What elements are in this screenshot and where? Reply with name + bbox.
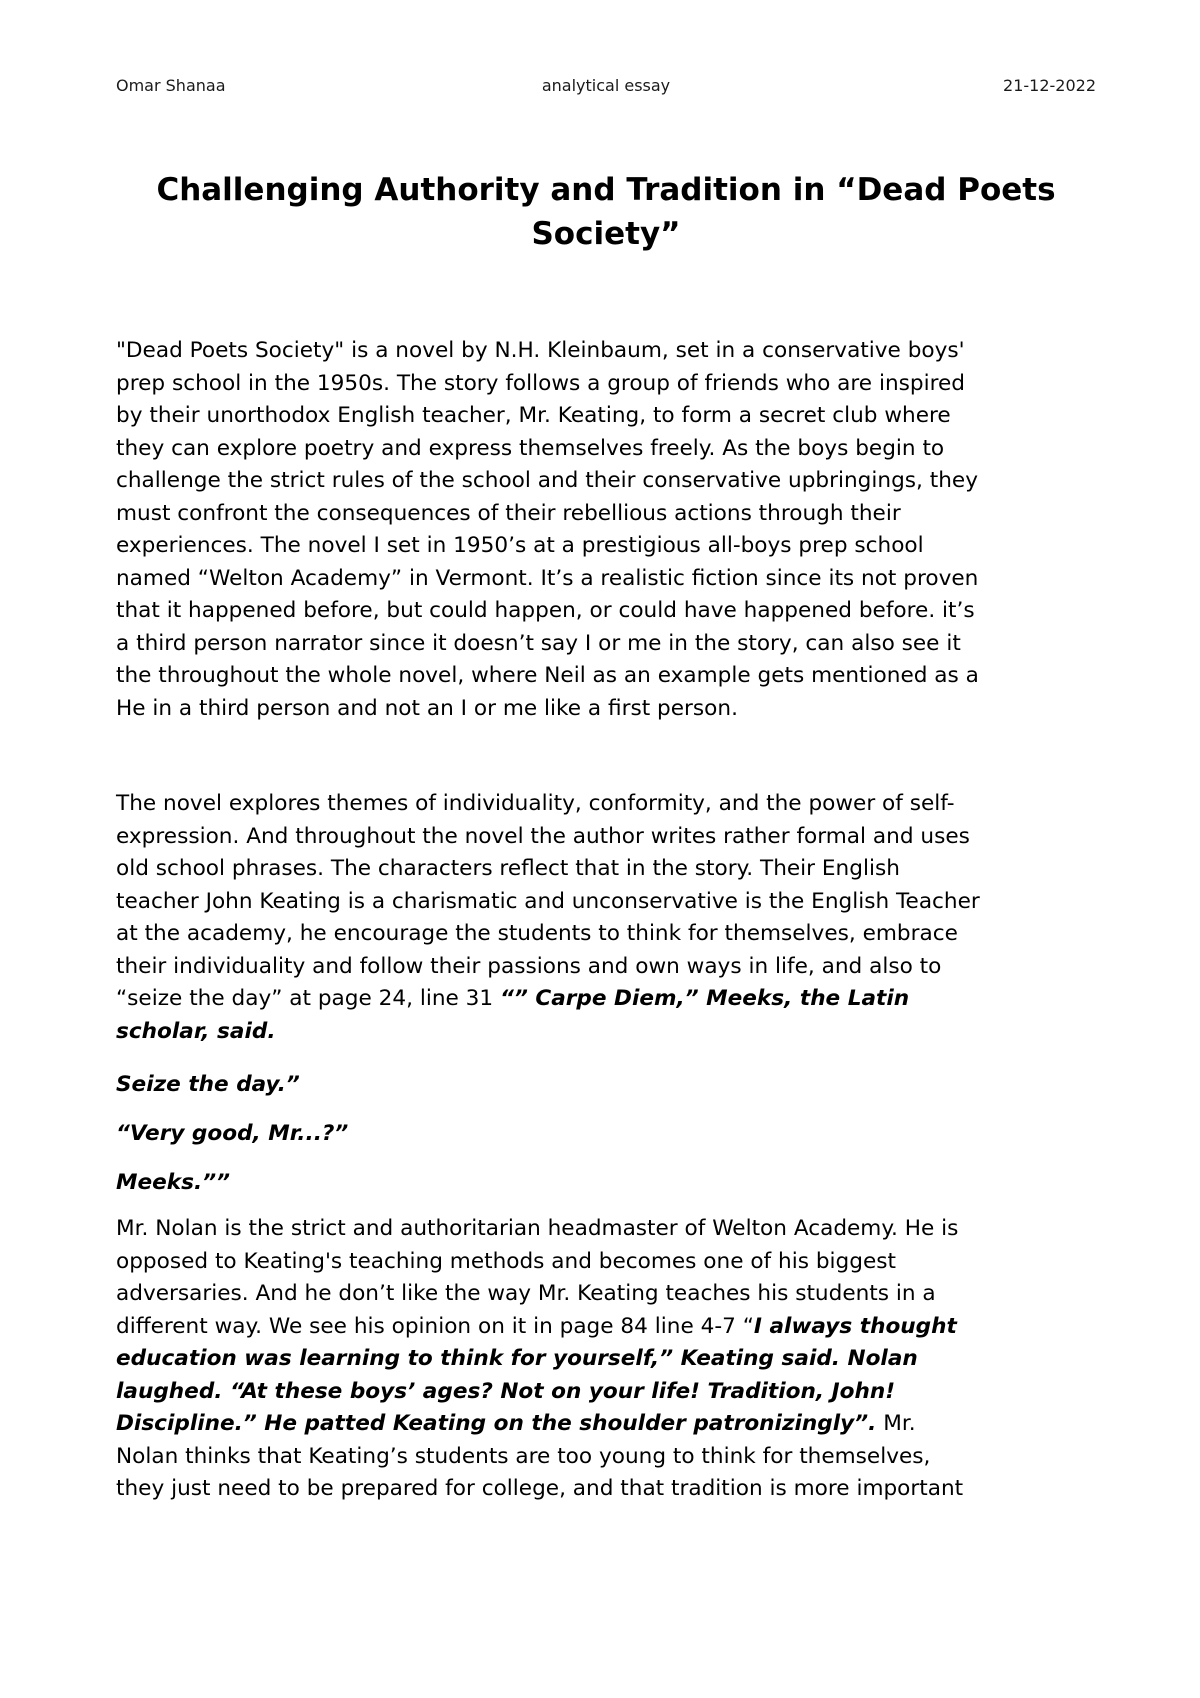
- paragraph-line: Nolan thinks that Keating’s students are too young to think for themselves,: [116, 1443, 931, 1469]
- header-date: 21-12-2022: [1003, 76, 1096, 95]
- paragraph-line: named “Welton Academy” in Vermont. It’s a realistic fiction since its not proven: [116, 565, 979, 591]
- quote-line: Seize the day.”: [116, 1072, 300, 1097]
- paragraph-line: adversaries. And he don’t like the way Mr. Keating teaches his students in a: [116, 1281, 936, 1306]
- title-line-2: Society”: [531, 216, 681, 252]
- header-doc-type: analytical essay: [541, 76, 671, 95]
- book-quote: Discipline.” He patted Keating on the shoulder patronizingly”.: [116, 1411, 877, 1436]
- book-quote: education was learning to think for yourself,” Keating said. Nolan: [116, 1346, 918, 1371]
- paragraph-line: He in a third person and not an I or me like a first person.: [116, 695, 738, 721]
- paragraph-line: "Dead Poets Society" is a novel by N.H. Kleinbaum, set in a conservative boys': [116, 338, 965, 363]
- paragraph-line: must confront the consequences of their rebellious actions through their: [116, 500, 901, 526]
- paragraph-line: challenge the strict rules of the school and their conservative upbringings, they: [116, 468, 978, 493]
- paragraph-line: experiences. The novel I set in 1950’s at a prestigious all-boys prep school: [116, 533, 924, 558]
- paragraph-line: Mr. Nolan is the strict and authoritarian headmaster of Welton Academy. He is: [116, 1216, 959, 1241]
- paragraph-line: a third person narrator since it doesn’t say I or me in the story, can also see it: [116, 630, 961, 656]
- book-quote: “” Carpe Diem,” Meeks, the Latin: [500, 986, 910, 1011]
- book-quote: laughed. “At these boys’ ages? Not on your life! Tradition, John!: [116, 1378, 896, 1404]
- paragraph-line: [116, 983, 1096, 1016]
- book-quote: I always thought: [753, 1313, 957, 1339]
- paragraph-text: different way. We see his opinion on it in page 84 line 4-7 “: [116, 1313, 754, 1339]
- paragraph-intro: [116, 335, 1096, 725]
- paragraph-text: Mr.: [876, 1411, 916, 1436]
- paragraph-line: old school phrases. The characters reflect that in the story. Their English: [116, 856, 900, 881]
- paragraph-line: The novel explores themes of individuality, conformity, and the power of self-: [116, 791, 955, 816]
- paragraph-line: their individuality and follow their passions and own ways in life, and also to: [116, 953, 942, 979]
- quote-line: “Very good, Mr...?”: [116, 1121, 349, 1146]
- paragraph-line: opposed to Keating's teaching methods and becomes one of his biggest: [116, 1248, 896, 1274]
- paragraph-themes: [116, 788, 1096, 1048]
- book-quote: scholar, said.: [116, 1018, 276, 1044]
- header-author: Omar Shanaa: [116, 76, 226, 95]
- essay-title: [116, 168, 1096, 256]
- paragraph-line: they just need to be prepared for college, and that tradition is more important: [116, 1476, 964, 1501]
- paragraph-text: “seize the day” at page 24, line 31: [116, 986, 501, 1011]
- paragraph-line: the throughout the whole novel, where Neil as an example gets mentioned as a: [116, 663, 979, 688]
- paragraph-line: prep school in the 1950s. The story follows a group of friends who are inspired: [116, 370, 965, 396]
- quote-line: Meeks.””: [116, 1170, 231, 1195]
- paragraph-line: at the academy, he encourage the students to think for themselves, embrace: [116, 921, 958, 946]
- page-header: [116, 76, 1096, 100]
- title-line-1: Challenging Authority and Tradition in “Dead Poets: [156, 172, 1056, 208]
- paragraph-nolan: [116, 1213, 1096, 1506]
- paragraph-line: [116, 1311, 1096, 1344]
- paragraph-line: teacher John Keating is a charismatic and unconservative is the English Teacher: [116, 888, 980, 914]
- paragraph-line: that it happened before, but could happen, or could have happened before. it’s: [116, 598, 975, 623]
- paragraph-line: they can explore poetry and express themselves freely. As the boys begin to: [116, 435, 945, 461]
- paragraph-line: expression. And throughout the novel the author writes rather formal and uses: [116, 823, 970, 849]
- paragraph-line: [116, 1408, 1096, 1441]
- paragraph-line: by their unorthodox English teacher, Mr. Keating, to form a secret club where: [116, 403, 951, 428]
